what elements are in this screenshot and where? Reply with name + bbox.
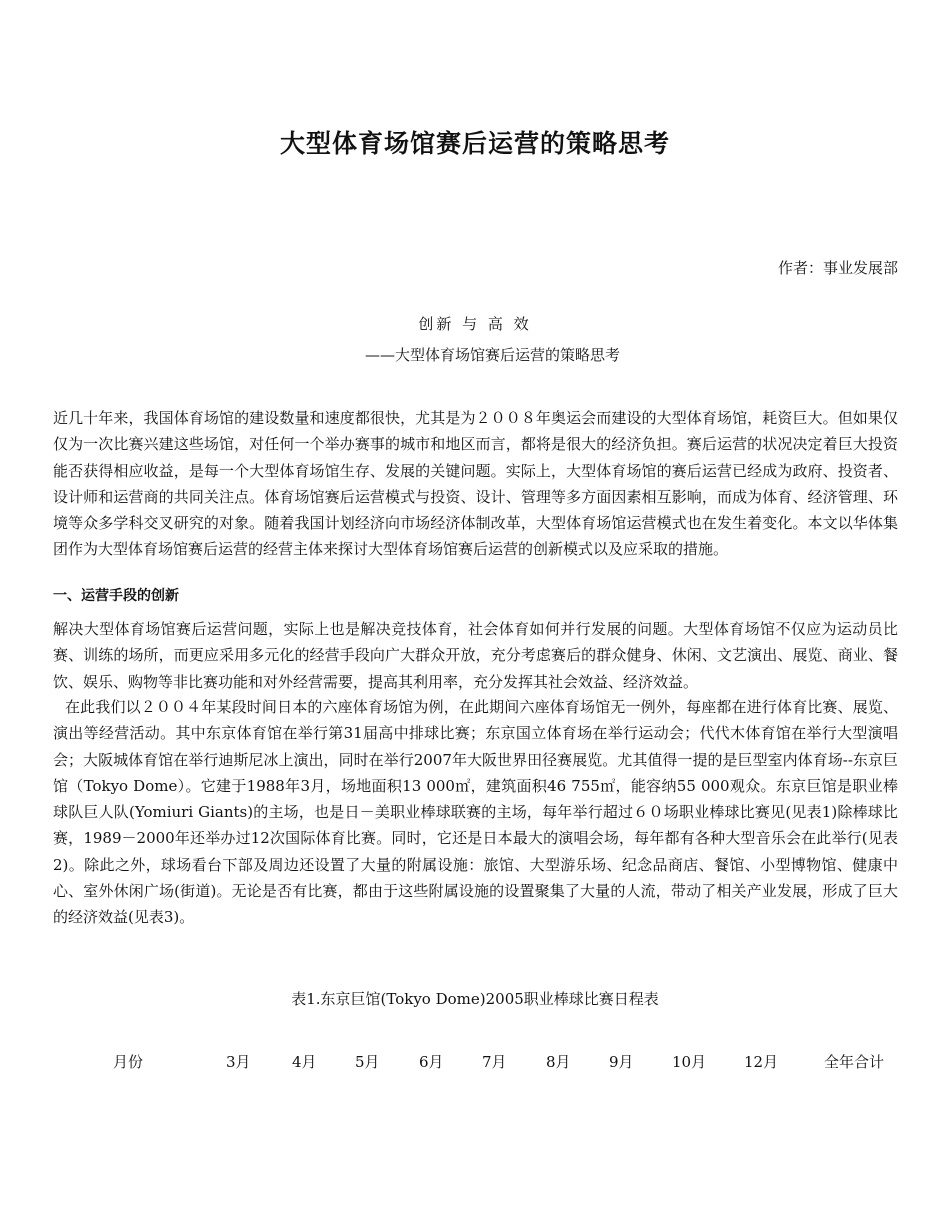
table-header-cell: 6月 bbox=[419, 1053, 444, 1071]
table-caption: 表1.东京巨馆(Tokyo Dome)2005职业棒球比赛日程表 bbox=[291, 990, 659, 1008]
body-paragraph: 在此我们以２００４年某段时间日本的六座体育场馆为例，在此期间六座体育场馆无一例外，每座都在进行体育比赛、展览、演出等经营活动。其中东京体育馆在举行第31届高中排球比赛；东京国立体育场在举行运动会；代代木体育馆在举行大型演唱会；大阪城体育馆在举行迪斯尼冰上演出，同时在举行2007年大阪世界田径赛展览。尤其值得一提的是巨型室内体育场--东京巨馆（Tokyo Dome）。它建于1988年3月，场地面积13 000㎡，建筑面积46 755㎡，能容纳55 000观众。东京巨馆是职业棒球队巨人队(Yomiuri Giants)的主场，也是日－美职业棒球联赛的主场，每年举行超过６０场职业棒球比赛见(见表1)除棒球比赛，1989－2000年还举办过12次国际体育比赛。同时，它还是日本最大的演唱会场，每年都有各种大型音乐会在此举行(见表2)。除此之外，球场看台下部及周边还设置了大量的附属设施：旅馆、大型游乐场、纪念品商店、餐馆、小型博物馆、健康中心、室外休闲广场(街道)。无论是否有比赛，都由于这些附属设施的设置聚集了大量的人流，带动了相关产业发展，形成了巨大的经济效益(见表3)。 bbox=[53, 698, 898, 927]
intro-paragraph: 近几十年来，我国体育场馆的建设数量和速度都很快，尤其是为２００８年奥运会而建设的大型体育场馆，耗资巨大。但如果仅仅为一次比赛兴建这些场馆，对任何一个举办赛事的城市和地区而言，都将是很大的经济负担。赛后运营的状况决定着巨大投资能否获得相应收益，是每一个大型体育场馆生存、发展的关键问题。实际上，大型体育场馆的赛后运营已经成为政府、投资者、设计师和运营商的共同关注点。体育场馆赛后运营模式与投资、设计、管理等多方面因素相互影响，而成为体育、经济管理、环境等众多学科交叉研究的对象。随着我国计划经济向市场经济体制改革，大型体育场馆运营模式也在发生着变化。本文以华体集团作为大型体育场馆赛后运营的经营主体来探讨大型体育场馆赛后运营的创新模式以及应采取的措施。 bbox=[53, 409, 898, 559]
table-header-cell: 月份 bbox=[113, 1053, 144, 1071]
section-heading: 一、运营手段的创新 bbox=[53, 588, 179, 604]
table-header-cell: 8月 bbox=[546, 1053, 571, 1071]
table-header-cell: 全年合计 bbox=[824, 1053, 885, 1071]
table-header-cell: 7月 bbox=[482, 1053, 507, 1071]
subtitle-secondary: ——大型体育场馆赛后运营的策略思考 bbox=[365, 346, 621, 364]
table-header-cell: 10月 bbox=[672, 1053, 707, 1071]
author-line: 作者：事业发展部 bbox=[777, 259, 898, 277]
table-header-cell: 3月 bbox=[226, 1053, 251, 1071]
body-paragraph: 解决大型体育场馆赛后运营问题，实际上也是解决竞技体育，社会体育如何并行发展的问题。大型体育场馆不仅应为运动员比赛、训练的场所，而更应采用多元化的经营手段向广大群众开放，充分考虑赛后的群众健身、休闲、文艺演出、展览、商业、餐饮、娱乐、购物等非比赛功能和对外经营需要，提高其利用率，充分发挥其社会效益、经济效益。 bbox=[53, 620, 898, 691]
table-header-cell: 4月 bbox=[292, 1053, 317, 1071]
subtitle: 创新 与 高 效 bbox=[418, 315, 532, 333]
table-header-cell: 12月 bbox=[744, 1053, 779, 1071]
table-header-cell: 5月 bbox=[355, 1053, 380, 1071]
page-title: 大型体育场馆赛后运营的策略思考 bbox=[279, 129, 670, 158]
table-header-row bbox=[0, 1051, 950, 1075]
table-header-cell: 9月 bbox=[609, 1053, 634, 1071]
